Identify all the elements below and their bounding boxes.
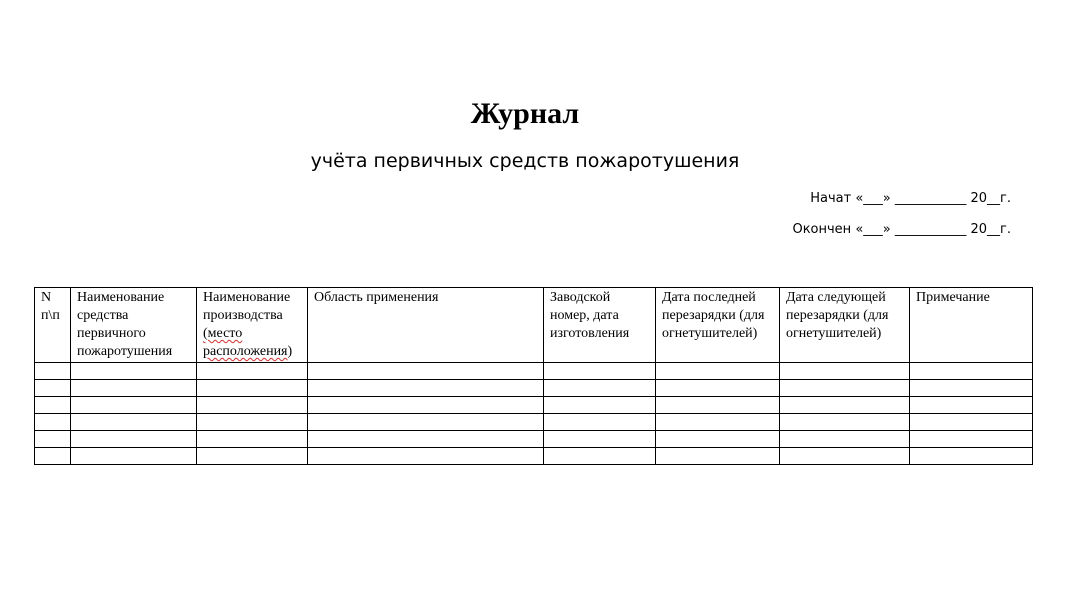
table-cell[interactable] <box>910 448 1033 465</box>
table-cell[interactable] <box>308 414 544 431</box>
table-cell[interactable] <box>35 380 71 397</box>
journal-subtitle: учёта первичных средств пожаротушения <box>310 150 740 172</box>
table-cell[interactable] <box>656 448 780 465</box>
table-cell[interactable] <box>197 380 308 397</box>
table-cell[interactable] <box>656 397 780 414</box>
column-header-notes: Примечание <box>910 288 1033 363</box>
table-cell[interactable] <box>197 363 308 380</box>
table-cell[interactable] <box>544 363 656 380</box>
table-cell[interactable] <box>308 363 544 380</box>
table-cell[interactable] <box>656 380 780 397</box>
table-cell[interactable] <box>308 448 544 465</box>
table-cell[interactable] <box>910 397 1033 414</box>
table-cell[interactable] <box>197 414 308 431</box>
column-header-serial-number: Заводской номер, дата изготовления <box>544 288 656 363</box>
table-cell[interactable] <box>71 363 197 380</box>
table-cell[interactable] <box>780 431 910 448</box>
column-header-production-name <box>197 288 308 363</box>
table-cell[interactable] <box>308 380 544 397</box>
table-cell[interactable] <box>35 431 71 448</box>
table-cell[interactable] <box>197 431 308 448</box>
table-row <box>35 414 1033 431</box>
table-cell[interactable] <box>910 363 1033 380</box>
column-header-location-note-close: ) <box>287 344 293 359</box>
table-header-row <box>35 288 1033 363</box>
table-cell[interactable] <box>197 397 308 414</box>
column-header-production-name-text: Наименование производства <box>203 290 291 323</box>
table-row <box>35 431 1033 448</box>
table-cell[interactable] <box>780 380 910 397</box>
end-date-line: Окончен «___» ___________ 20__г. <box>792 222 1011 237</box>
table-cell[interactable] <box>780 397 910 414</box>
table-cell[interactable] <box>35 414 71 431</box>
table-cell[interactable] <box>780 448 910 465</box>
table-cell[interactable] <box>656 431 780 448</box>
table-cell[interactable] <box>35 448 71 465</box>
table-cell[interactable] <box>71 380 197 397</box>
table-row <box>35 448 1033 465</box>
column-header-last-recharge: Дата последней перезарядки (для огнетушителей) <box>656 288 780 363</box>
table-row <box>35 397 1033 414</box>
start-date-line: Начат «___» ___________ 20__г. <box>810 191 1011 206</box>
table-cell[interactable] <box>544 397 656 414</box>
journal-title: Журнал <box>470 97 580 130</box>
table-cell[interactable] <box>308 431 544 448</box>
table-row <box>35 380 1033 397</box>
column-header-number: N п\п <box>35 288 71 363</box>
table-cell[interactable] <box>544 431 656 448</box>
table-cell[interactable] <box>910 380 1033 397</box>
table-cell[interactable] <box>656 414 780 431</box>
table-cell[interactable] <box>71 397 197 414</box>
table-cell[interactable] <box>544 414 656 431</box>
fire-equipment-log-table <box>34 287 1033 465</box>
table-cell[interactable] <box>35 397 71 414</box>
table-cell[interactable] <box>71 448 197 465</box>
table-cell[interactable] <box>71 414 197 431</box>
table-cell[interactable] <box>71 431 197 448</box>
table-row <box>35 363 1033 380</box>
table-cell[interactable] <box>780 414 910 431</box>
table-cell[interactable] <box>910 414 1033 431</box>
table-body <box>35 363 1033 465</box>
table-cell[interactable] <box>35 363 71 380</box>
table-cell[interactable] <box>656 363 780 380</box>
column-header-location-note-open: (место <box>203 326 243 341</box>
table-cell[interactable] <box>544 448 656 465</box>
table-cell[interactable] <box>308 397 544 414</box>
column-header-equipment-name: Наименование средства первичного пожаротушения <box>71 288 197 363</box>
table-cell[interactable] <box>910 431 1033 448</box>
column-header-location-note-word: расположения <box>203 344 288 359</box>
table-cell[interactable] <box>780 363 910 380</box>
column-header-application-area: Область применения <box>308 288 544 363</box>
table-cell[interactable] <box>544 380 656 397</box>
column-header-next-recharge: Дата следующей перезарядки (для огнетушителей) <box>780 288 910 363</box>
table-cell[interactable] <box>197 448 308 465</box>
